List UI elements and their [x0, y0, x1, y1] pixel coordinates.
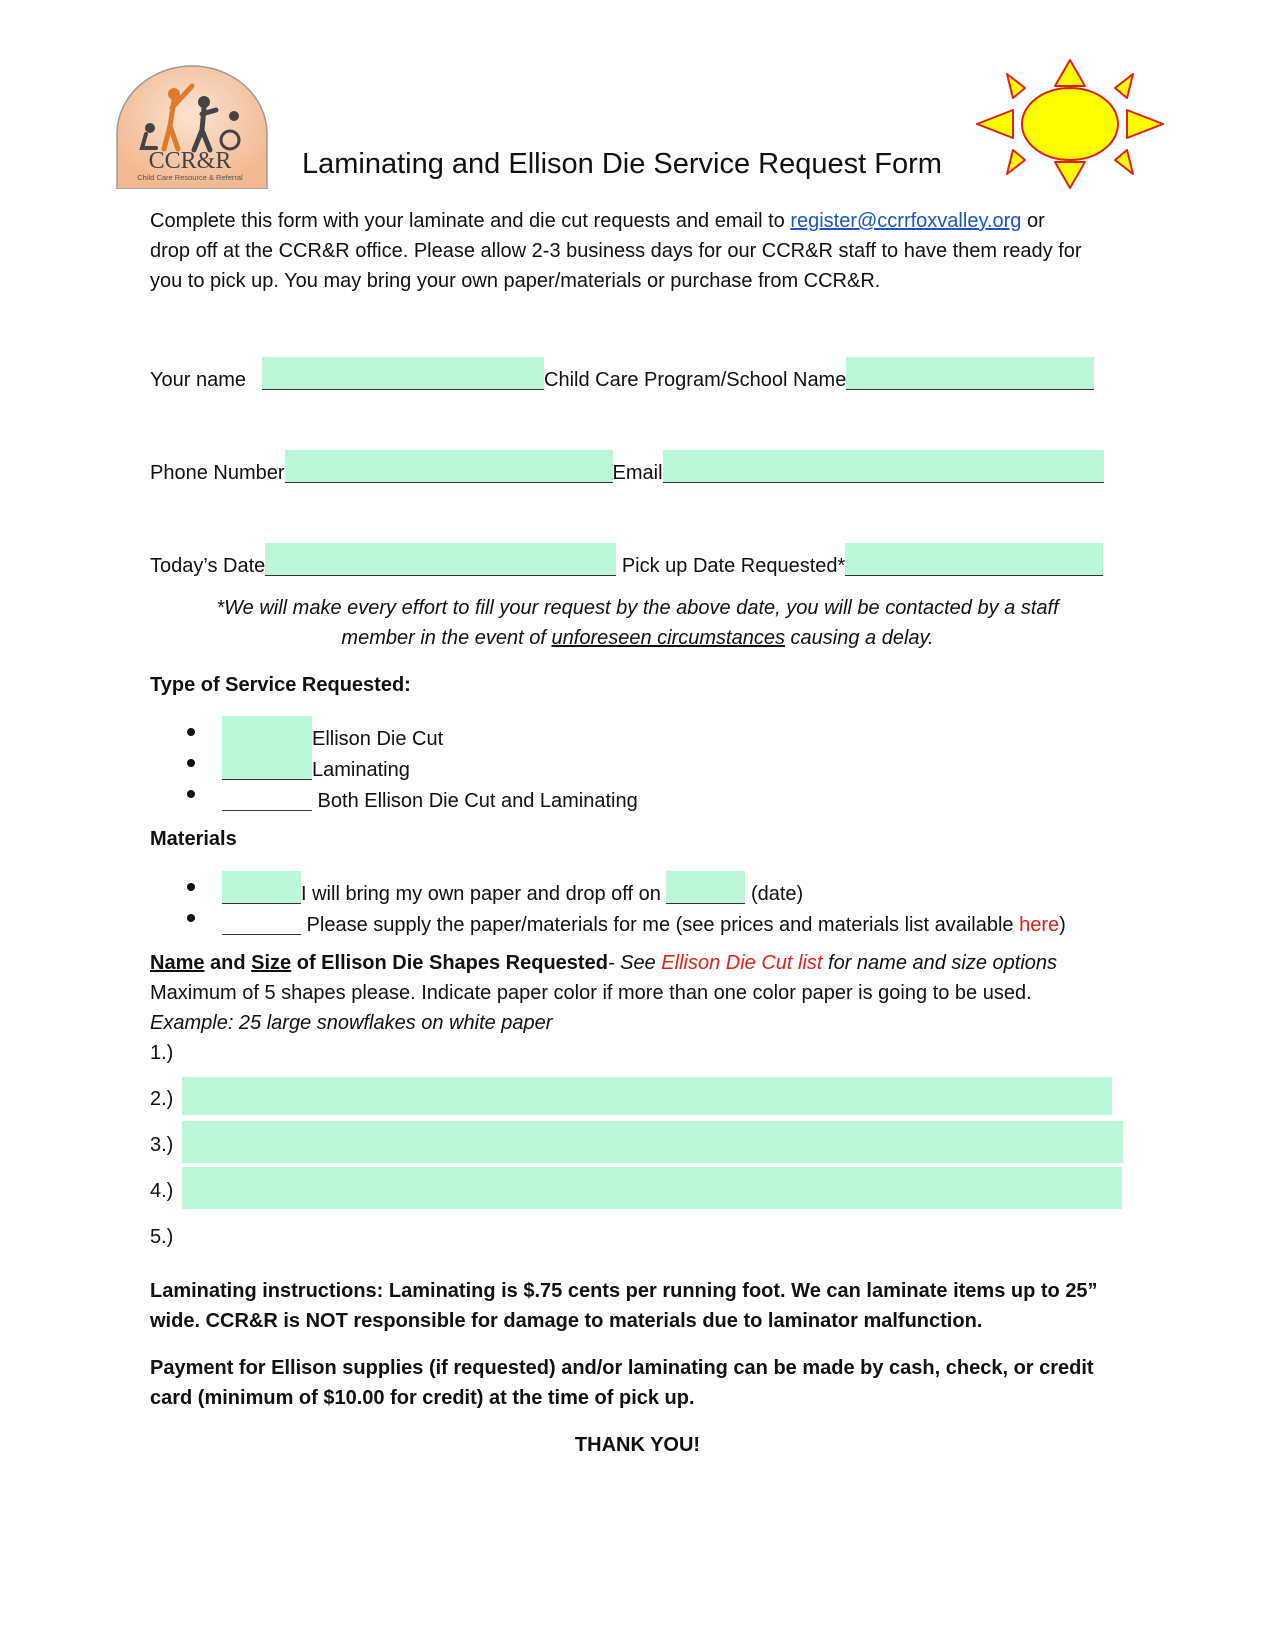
phone-label: Phone Number: [150, 462, 285, 484]
bullet: [187, 728, 195, 736]
service-option-both: [222, 778, 638, 816]
program-name-label: Child Care Program/School Name: [544, 369, 847, 391]
supply-field[interactable]: [222, 902, 301, 935]
shape-row-1-field[interactable]: [182, 1036, 1122, 1070]
ccrr-logo: [112, 64, 272, 189]
supply-label: Please supply the paper/materials for me (see prices and materials list available: [301, 914, 1020, 936]
intro-text-1: Complete this form with your laminate and die cut requests and email to: [150, 210, 791, 232]
own-paper-label: I will bring my own paper and drop off on: [301, 883, 667, 905]
pickup-date-label: Pick up Date Requested*: [616, 555, 846, 577]
notice-text-tail: causing a delay.: [784, 627, 934, 649]
bullet: [187, 759, 195, 767]
your-name-field[interactable]: [262, 357, 544, 390]
notice-text: member in the event of: [341, 627, 552, 649]
shapes-heading-rest: of Ellison Die Shapes Requested: [291, 952, 608, 974]
shape-row-1-label: 1.): [150, 1042, 174, 1064]
materials-option-supply: [222, 902, 1066, 940]
todays-date-label: Today’s Date: [150, 555, 266, 577]
logo-graphic: [112, 64, 272, 189]
service-heading: Type of Service Requested:: [150, 674, 411, 696]
shape-row-2-label: 2.): [150, 1088, 174, 1110]
shape-row-5-label: 5.): [150, 1226, 174, 1248]
both-label: Both Ellison Die Cut and Laminating: [312, 790, 638, 812]
page-title: Laminating and Ellison Die Service Request Form: [302, 148, 942, 180]
register-email-link[interactable]: register@ccrrfoxvalley.org: [790, 210, 1022, 232]
laminating-label: Laminating: [312, 759, 410, 781]
email-label: Email: [612, 462, 663, 484]
both-field[interactable]: [222, 778, 312, 811]
shapes-instruction: Maximum of 5 shapes please. Indicate paper color if more than one color paper is going to be used.: [150, 982, 1032, 1004]
svg-text:Child Care Resource & Referral: Child Care Resource & Referral: [137, 173, 243, 182]
laminating-field[interactable]: [222, 747, 312, 780]
notice-underlined: unforeseen circumstances: [551, 627, 785, 649]
intro-line-3: you to pick up. You may bring your own paper/materials or purchase from CCR&R.: [150, 270, 881, 292]
sun-icon: [975, 58, 1165, 190]
shape-row-3-label: 3.): [150, 1134, 174, 1156]
own-paper-date-label: (date): [745, 883, 804, 905]
laminating-line-1: Laminating instructions: Laminating is $.75 cents per running foot. We can laminate items up to 25”: [150, 1280, 1098, 1302]
pickup-date-field[interactable]: [845, 543, 1103, 576]
email-field[interactable]: [663, 450, 1104, 483]
shapes-and-word: and: [204, 952, 252, 974]
your-name-label: Your name: [150, 369, 246, 391]
date-row: [150, 543, 1103, 581]
materials-heading: Materials: [150, 828, 237, 850]
shape-row-2-field[interactable]: [182, 1077, 1112, 1115]
notice-line-2: [150, 623, 1125, 653]
drop-off-date-field[interactable]: [666, 871, 745, 904]
thank-you: THANK YOU!: [574, 1434, 701, 1456]
supply-label-tail: ): [1059, 914, 1066, 936]
intro-text-1-tail: or: [1021, 210, 1045, 232]
die-cut-label: Ellison Die Cut: [312, 728, 444, 750]
shapes-see-text: - See: [607, 952, 662, 974]
payment-line-2: card (minimum of $10.00 for credit) at the time of pick up.: [150, 1387, 695, 1409]
shape-row-4-field[interactable]: [182, 1167, 1122, 1209]
shape-row-3-field[interactable]: [182, 1121, 1123, 1163]
die-cut-list-link[interactable]: Ellison Die Cut list: [661, 952, 823, 974]
shapes-size-word: Size: [251, 952, 292, 974]
contact-row: [150, 450, 1104, 488]
shapes-see-tail: for name and size options: [822, 952, 1058, 974]
todays-date-field[interactable]: [265, 543, 616, 576]
bullet: [187, 790, 195, 798]
shapes-heading: [150, 948, 1057, 978]
payment-line-1: Payment for Ellison supplies (if requested) and/or laminating can be made by cash, check, or credit: [150, 1357, 1094, 1379]
svg-text:CCR&R: CCR&R: [148, 148, 232, 174]
notice-line-1: *We will make every effort to fill your request by the above date, you will be contacted by a staff: [216, 597, 1059, 619]
bullet: [187, 883, 195, 891]
materials-list-link[interactable]: here: [1019, 914, 1060, 936]
laminating-line-2: wide. CCR&R is NOT responsible for damage to materials due to laminator malfunction.: [150, 1310, 983, 1332]
name-row: [150, 357, 1094, 395]
own-paper-field[interactable]: [222, 871, 301, 904]
shapes-name-word: Name: [150, 952, 205, 974]
die-cut-field[interactable]: [222, 716, 312, 749]
shape-row-5-field[interactable]: [182, 1218, 1122, 1252]
bullet: [187, 914, 195, 922]
shape-row-4-label: 4.): [150, 1180, 174, 1202]
shapes-example: Example: 25 large snowflakes on white paper: [150, 1012, 553, 1034]
intro-line-1: [150, 206, 1045, 236]
intro-line-2: drop off at the CCR&R office. Please allow 2-3 business days for our CCR&R staff to have them ready for: [150, 240, 1082, 262]
program-name-field[interactable]: [846, 357, 1094, 390]
phone-field[interactable]: [285, 450, 613, 483]
